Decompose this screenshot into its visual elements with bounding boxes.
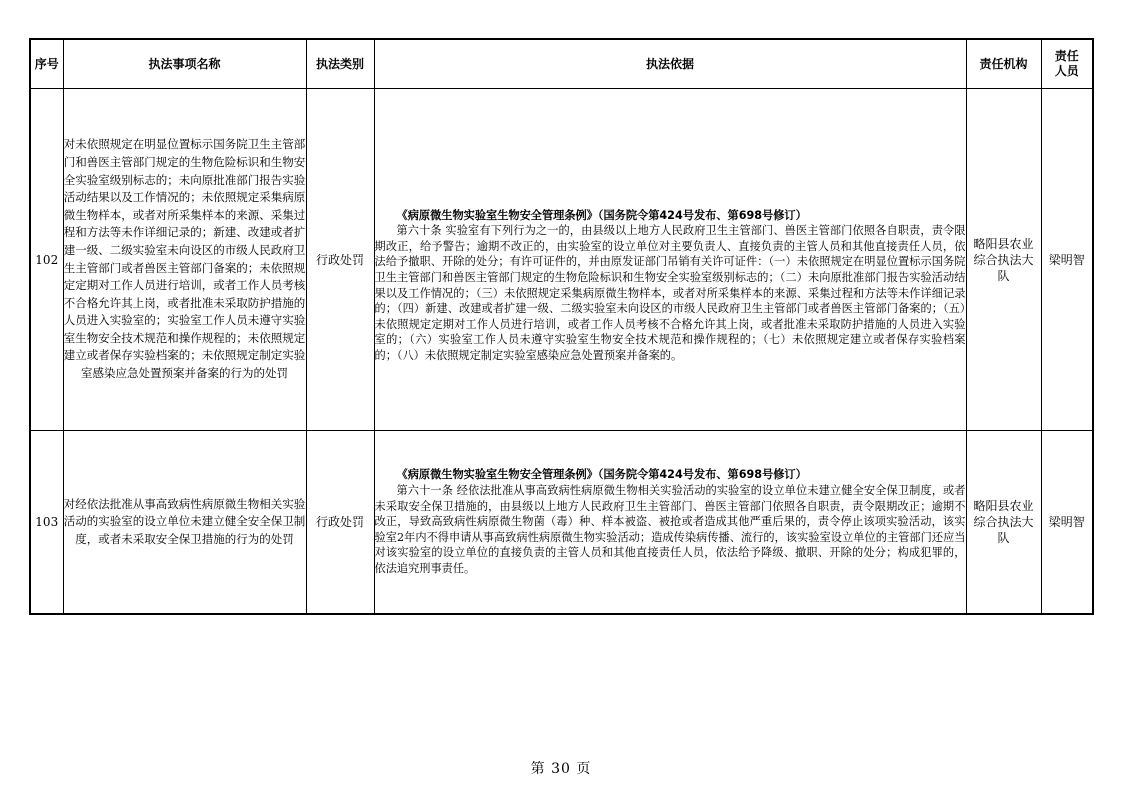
- responsible-person: 梁明智: [1041, 89, 1093, 431]
- enforcement-table: [29, 38, 1094, 615]
- item-name: 对未依照规定在明显位置标示国务院卫生主管部门和兽医主管部门规定的生物危险标识和生物安全实验室级别标志的；未向原批准部门报告实验活动结果以及工作情况的；未依照规定采集病原微生物样本，或者对所采集样本的来源、采集过程和方法等未作详细记录的；新建、改建或者扩建一级、二级实验室未向设区的市级人民政府卫生主管部门或者兽医主管部门备案的；未依照规定定期对工作人员进行培训，或者工作人员考核不合格允许其上岗，或者批准未采取防护措施的人员进入实验室的；实验室工作人员未遵守实验室生物安全技术规范和操作规程的；未依照规定建立或者保存实验档案的；未依照规定制定实验室感染应急处置预案并备案的行为的处罚: [63, 89, 306, 431]
- table-header-row: [30, 39, 1093, 89]
- enforcement-type: 行政处罚: [306, 89, 374, 431]
- item-name: 对经依法批准从事高致病性病原微生物相关实验活动的实验室的设立单位未建立健全安全保卫制度，或者未采取安全保卫措施的行为的处罚: [63, 431, 306, 615]
- legal-basis: [374, 89, 966, 431]
- page-number: 第 30 页: [530, 761, 592, 777]
- law-title: 《病原微生物实验室生物安全管理条例》（国务院令第424号发布、第698号修订）: [396, 468, 807, 482]
- responsible-person: 梁明智: [1041, 431, 1093, 615]
- header-name: 执法事项名称: [63, 39, 306, 89]
- header-org: 责任机构: [966, 39, 1041, 89]
- law-title: 《病原微生物实验室生物安全管理条例》（国务院令第424号发布、第698号修订）: [396, 208, 807, 222]
- header-type: 执法类别: [306, 39, 374, 89]
- law-article: 第六十条 实验室有下列行为之一的，由县级以上地方人民政府卫生主管部门、兽医主管部门依照各自职责，责令限期改正，给予警告；逾期不改正的，由实验室的设立单位对主要负责人、直接负责的主管人员和其他直接责任人员，依法给予撤职、开除的处分；有许可证件的，并由原发证部门吊销有关许可证件：（一）未依照规定在明显位置标示国务院卫生主管部门和兽医主管部门规定的生物危险标识和生物安全实验室级别标志的；（二）未向原批准部门报告实验活动结果以及工作情况的；（三）未依照规定采集病原微生物样本，或者对所采集样本的来源、采集过程和方法等未作详细记录的；（四）新建、改建或者扩建一级、二级实验室未向设区的市级人民政府卫生主管部门或者兽医主管部门备案的；（五）未依照规定定期对工作人员进行培训，或者工作人员考核不合格允许其上岗，或者批准未采取防护措施的人员进入实验室的；（六）实验室工作人员未遵守实验室生物安全技术规范和操作规程的；（七）未依照规定建立或者保存实验档案的；（八）未依照规定制定实验室感染应急处置预案并备案的。: [374, 224, 966, 362]
- responsible-org: 略阳县农业综合执法大队: [966, 431, 1041, 615]
- header-num: 序号: [30, 39, 63, 89]
- row-number: 103: [30, 431, 63, 615]
- legal-basis: [374, 431, 966, 615]
- header-person: 责任人员: [1041, 39, 1093, 89]
- header-basis: 执法依据: [374, 39, 966, 89]
- enforcement-type: 行政处罚: [306, 431, 374, 615]
- table-row: [30, 431, 1093, 615]
- law-article: 第六十一条 经依法批准从事高致病性病原微生物相关实验活动的实验室的设立单位未建立健全安全保卫制度，或者未采取安全保卫措施的，由县级以上地方人民政府卫生主管部门、兽医主管部门依照各自职责，责令限期改正；逾期不改正，导致高致病性病原微生物菌（毒）种、样本被盗、被抢或者造成其他严重后果的，责令停止该项实验活动，该实验室2年内不得申请从事高致病性病原微生物实验活动；造成传染病传播、流行的，该实验室设立单位的主管部门还应当对该实验室的设立单位的直接负责的主管人员和其他直接责任人员，依法给予降级、撤职、开除的处分；构成犯罪的，依法追究刑事责任。: [374, 484, 966, 575]
- row-number: 102: [30, 89, 63, 431]
- responsible-org: 略阳县农业综合执法大队: [966, 89, 1041, 431]
- table-row: [30, 89, 1093, 431]
